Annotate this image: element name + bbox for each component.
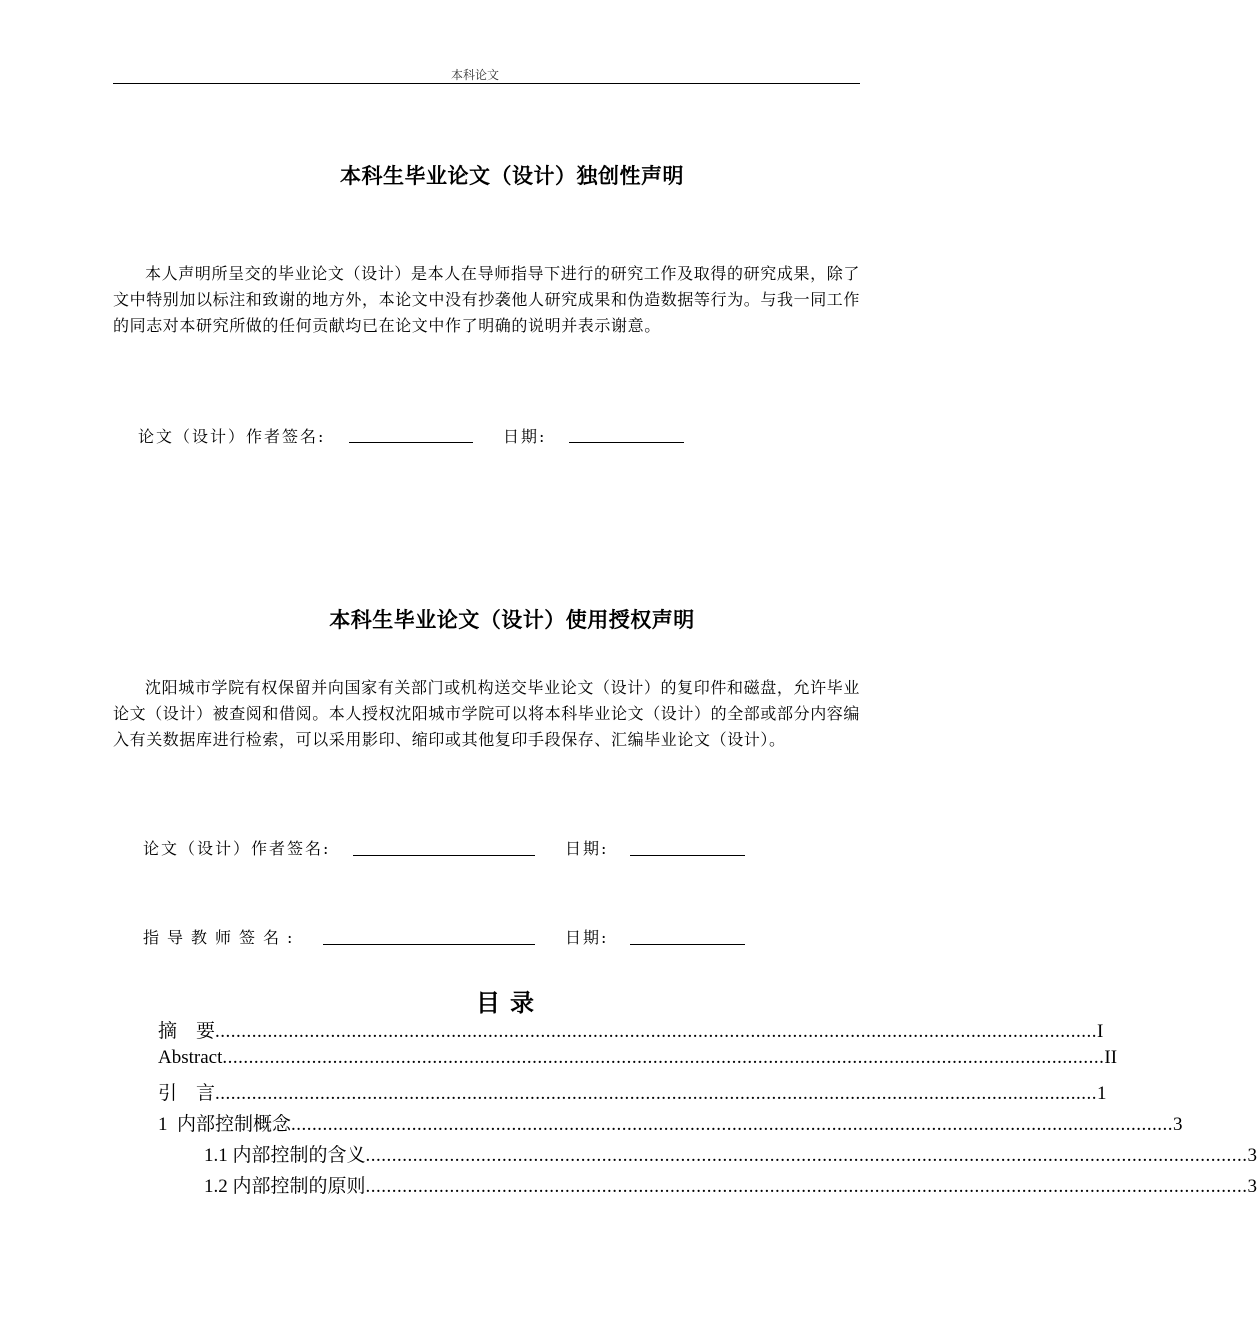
toc-leader-dots: ........................................................................................................................................................................ <box>365 1176 1248 1197</box>
advisor-signature-label: 指导教师签名: <box>143 928 301 947</box>
toc-entry-label: 1.1 内部控制的含义 <box>204 1145 366 1166</box>
toc-entry-label: 1.2 内部控制的原则 <box>204 1176 366 1197</box>
toc-entry-page: 1 <box>1097 1083 1107 1104</box>
authorization-date-line-1[interactable] <box>630 855 745 856</box>
toc-entry-label: 1 内部控制概念 <box>158 1114 292 1135</box>
authorization-date-label-1: 日期: <box>565 839 609 858</box>
toc-leader-dots: ........................................................................................................................................................................ <box>222 1047 1105 1068</box>
originality-body: 本人声明所呈交的毕业论文（设计）是本人在导师指导下进行的研究工作及取得的研究成果，除了文中特别加以标注和致谢的地方外，本论文中没有抄袭他人研究成果和伪造数据等行为。与我一同工作的同志对本研究所做的任何贡献均已在论文中作了明确的说明并表示谢意。 <box>113 264 861 335</box>
header-rule <box>113 83 860 84</box>
toc-title: 目录 <box>476 989 544 1017</box>
toc-leader-dots: ........................................................................................................................................................................ <box>291 1114 1174 1135</box>
authorization-date-label-2: 日期: <box>565 928 609 947</box>
toc-entry-label: 摘 要 <box>158 1021 216 1042</box>
authorization-author-signature-line[interactable] <box>353 855 535 856</box>
toc-entry-page: I <box>1097 1021 1104 1042</box>
authorization-body: 沈阳城市学院有权保留并向国家有关部门或机构送交毕业论文（设计）的复印件和磁盘，允许毕业论文（设计）被查阅和借阅。本人授权沈阳城市学院可以将本科毕业论文（设计）的全部或部分内容编入有关数据库进行检索，可以采用影印、缩印或其他复印手段保存、汇编毕业论文（设计）。 <box>113 678 861 749</box>
toc-entry-label: Abstract <box>158 1047 223 1068</box>
toc-leader-dots: ........................................................................................................................................................................ <box>215 1083 1098 1104</box>
originality-title: 本科生毕业论文（设计）独创性声明 <box>340 164 684 188</box>
toc-entry[interactable] <box>204 1140 1257 1167</box>
toc-entry-page: 3 <box>1173 1114 1183 1135</box>
toc-entry-page: 3 <box>1247 1145 1257 1166</box>
originality-author-signature-line[interactable] <box>349 442 473 443</box>
toc-entry[interactable] <box>204 1171 1257 1198</box>
toc-leader-dots: ........................................................................................................................................................................ <box>365 1145 1248 1166</box>
toc-entry[interactable] <box>158 1047 1118 1069</box>
toc-leader-dots: ........................................................................................................................................................................ <box>215 1021 1098 1042</box>
originality-date-label: 日期: <box>503 427 547 446</box>
toc-entry[interactable] <box>158 1109 1183 1136</box>
advisor-signature-line[interactable] <box>323 944 535 945</box>
toc-entry-page: 3 <box>1247 1176 1257 1197</box>
authorization-date-line-2[interactable] <box>630 944 745 945</box>
toc-entry[interactable] <box>158 1078 1107 1105</box>
page-header: 本科论文 <box>450 68 499 82</box>
originality-author-label: 论文（设计）作者签名: <box>138 427 326 446</box>
toc-entry[interactable] <box>158 1016 1104 1043</box>
authorization-title: 本科生毕业论文（设计）使用授权声明 <box>329 608 695 632</box>
originality-date-line[interactable] <box>569 442 684 443</box>
toc-entry-page: II <box>1104 1047 1118 1068</box>
authorization-author-label: 论文（设计）作者签名: <box>143 839 331 858</box>
toc-entry-label: 引 言 <box>158 1083 216 1104</box>
